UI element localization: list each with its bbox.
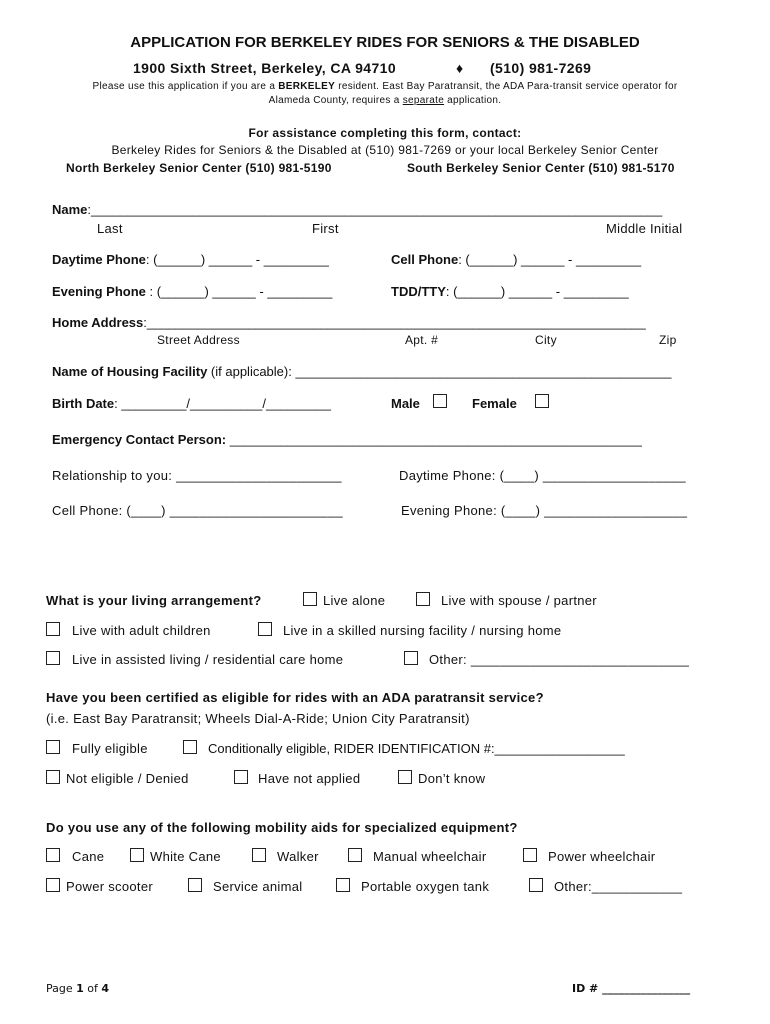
cane-checkbox[interactable] xyxy=(46,848,60,862)
portable-oxygen-label: Portable oxygen tank xyxy=(361,879,490,894)
cell-phone-field[interactable]: Cell Phone: (______) ______ - _________ xyxy=(391,252,642,267)
south-center: South Berkeley Senior Center (510) 981-5170 xyxy=(407,161,675,175)
birth-date-field[interactable]: Birth Date: _________/__________/_________ xyxy=(52,396,332,411)
last-label: Last xyxy=(97,221,123,236)
emergency-evening-phone-field[interactable]: Evening Phone: (____) ___________________ xyxy=(401,503,688,518)
name-field[interactable]: Name:_______________________________________________________________________________ xyxy=(52,202,663,217)
zip-label: Zip xyxy=(659,333,677,347)
dont-know-checkbox[interactable] xyxy=(398,770,412,784)
live-other-label[interactable]: Other: _____________________________ xyxy=(429,652,690,667)
ada-question: Have you been certified as eligible for rides with an ADA paratransit service? xyxy=(46,690,544,705)
live-spouse-label: Live with spouse / partner xyxy=(441,593,597,608)
middle-label: Middle Initial xyxy=(606,221,683,236)
portable-oxygen-checkbox[interactable] xyxy=(336,878,350,892)
home-address-field[interactable]: Home Address:_____________________________________________________________________ xyxy=(52,315,646,330)
housing-facility-field[interactable]: Name of Housing Facility (if applicable): ____________________________________________________ xyxy=(52,364,672,379)
conditionally-eligible-label[interactable]: Conditionally eligible, RIDER IDENTIFICATION #:__________________ xyxy=(208,741,625,756)
cane-label: Cane xyxy=(72,849,105,864)
diamond-icon: ♦ xyxy=(456,60,464,76)
living-question: What is your living arrangement? xyxy=(46,593,262,608)
dont-know-label: Don’t know xyxy=(418,771,486,786)
mobility-question: Do you use any of the following mobility aids for specialized equipment? xyxy=(46,820,518,835)
fully-eligible-label: Fully eligible xyxy=(72,741,148,756)
power-wheelchair-label: Power wheelchair xyxy=(548,849,656,864)
live-alone-checkbox[interactable] xyxy=(303,592,317,606)
relationship-field[interactable]: Relationship to you: ______________________ xyxy=(52,468,342,483)
male-checkbox[interactable] xyxy=(433,394,447,408)
office-address: 1900 Sixth Street, Berkeley, CA 94710 xyxy=(133,60,397,76)
live-adult-children-label: Live with adult children xyxy=(72,623,211,638)
manual-wheelchair-label: Manual wheelchair xyxy=(373,849,487,864)
north-center: North Berkeley Senior Center (510) 981-5190 xyxy=(66,161,332,175)
female-checkbox[interactable] xyxy=(535,394,549,408)
live-other-checkbox[interactable] xyxy=(404,651,418,665)
emergency-contact-field[interactable]: Emergency Contact Person: _________________________________________________________ xyxy=(52,432,642,447)
intro-line-1: Please use this application if you are a BERKELEY resident. East Bay Paratransit, the ADA Para-transit service operator for xyxy=(92,81,678,92)
walker-label: Walker xyxy=(277,849,319,864)
white-cane-checkbox[interactable] xyxy=(130,848,144,862)
conditionally-eligible-checkbox[interactable] xyxy=(183,740,197,754)
service-animal-checkbox[interactable] xyxy=(188,878,202,892)
not-applied-checkbox[interactable] xyxy=(234,770,248,784)
power-scooter-label: Power scooter xyxy=(66,879,153,894)
female-label: Female xyxy=(472,396,517,411)
form-title: APPLICATION FOR BERKELEY RIDES FOR SENIORS & THE DISABLED xyxy=(130,34,640,51)
live-spouse-checkbox[interactable] xyxy=(416,592,430,606)
tdd-tty-field[interactable]: TDD/TTY: (______) ______ - _________ xyxy=(391,284,629,299)
live-assisted-checkbox[interactable] xyxy=(46,651,60,665)
mobility-other-checkbox[interactable] xyxy=(529,878,543,892)
ada-examples: (i.e. East Bay Paratransit; Wheels Dial-A-Ride; Union City Paratransit) xyxy=(46,711,470,726)
live-assisted-label: Live in assisted living / residential care home xyxy=(72,652,344,667)
emergency-cell-phone-field[interactable]: Cell Phone: (____) _______________________ xyxy=(52,503,343,518)
not-eligible-checkbox[interactable] xyxy=(46,770,60,784)
power-scooter-checkbox[interactable] xyxy=(46,878,60,892)
live-alone-label: Live alone xyxy=(323,593,386,608)
street-label: Street Address xyxy=(157,333,240,347)
service-animal-label: Service animal xyxy=(213,879,303,894)
white-cane-label: White Cane xyxy=(150,849,221,864)
not-applied-label: Have not applied xyxy=(258,771,361,786)
intro-line-2: Alameda County, requires a separate application. xyxy=(268,95,502,106)
city-label: City xyxy=(535,333,557,347)
daytime-phone-field[interactable]: Daytime Phone: (______) ______ - _________ xyxy=(52,252,329,267)
assistance-heading: For assistance completing this form, contact: xyxy=(248,126,522,140)
id-field[interactable]: ID # ________________ xyxy=(572,982,691,995)
manual-wheelchair-checkbox[interactable] xyxy=(348,848,362,862)
assistance-line: Berkeley Rides for Seniors & the Disabled at (510) 981-7269 or your local Berkeley Senior Center xyxy=(111,143,659,157)
office-phone: (510) 981-7269 xyxy=(490,60,592,76)
male-label: Male xyxy=(391,396,420,411)
live-adult-children-checkbox[interactable] xyxy=(46,622,60,636)
first-label: First xyxy=(312,221,339,236)
fully-eligible-checkbox[interactable] xyxy=(46,740,60,754)
page-indicator: Page 1 of 4 xyxy=(46,982,110,995)
apt-label: Apt. # xyxy=(405,333,439,347)
power-wheelchair-checkbox[interactable] xyxy=(523,848,537,862)
not-eligible-label: Not eligible / Denied xyxy=(66,771,189,786)
live-skilled-nursing-label: Live in a skilled nursing facility / nursing home xyxy=(283,623,562,638)
live-skilled-nursing-checkbox[interactable] xyxy=(258,622,272,636)
walker-checkbox[interactable] xyxy=(252,848,266,862)
emergency-daytime-phone-field[interactable]: Daytime Phone: (____) ___________________ xyxy=(399,468,686,483)
evening-phone-field[interactable]: Evening Phone : (______) ______ - _________ xyxy=(52,284,333,299)
mobility-other-label[interactable]: Other:____________ xyxy=(554,879,683,894)
